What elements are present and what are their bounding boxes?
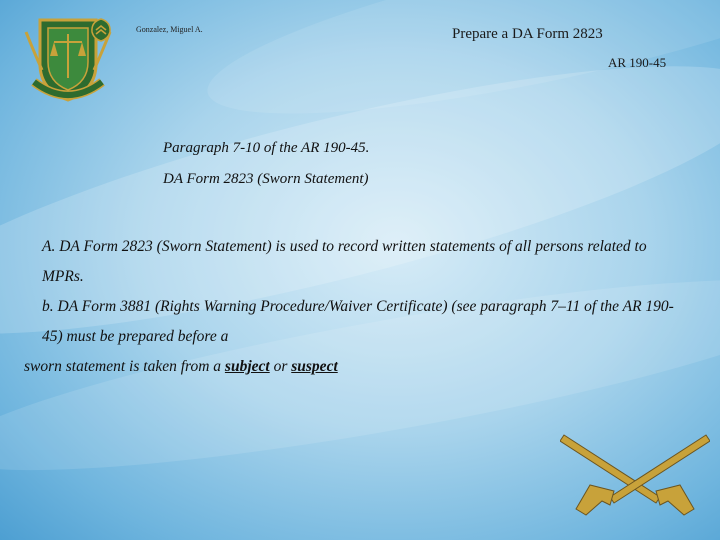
paragraph-b-text: sworn statement is taken from a xyxy=(24,358,225,375)
slide-subtitle: AR 190-45 xyxy=(608,55,667,70)
crossed-pistols-icon xyxy=(560,425,710,525)
paragraph-b-continued xyxy=(24,352,692,382)
rank-insignia-icon xyxy=(90,18,112,42)
suspect-term: suspect xyxy=(291,358,338,375)
author-name: Gonzalez, Miguel A. xyxy=(136,25,203,34)
subject-term: subject xyxy=(224,358,270,375)
section-subheading: DA Form 2823 (Sworn Statement) xyxy=(163,171,369,187)
section-heading: Paragraph 7-10 of the AR 190-45. xyxy=(163,140,370,156)
slide-title: Prepare a DA Form 2823 xyxy=(452,26,603,42)
conjunction-text: or xyxy=(269,358,292,375)
body-text xyxy=(24,232,692,382)
paragraph-a: A. DA Form 2823 (Sworn Statement) is used to record written statements of all persons related to MPRs. xyxy=(42,238,647,285)
paragraph-b: b. DA Form 3881 (Rights Warning Procedure/Waiver Certificate) (see paragraph 7–11 of the AR 190-45) must be prepared before a xyxy=(42,298,674,345)
